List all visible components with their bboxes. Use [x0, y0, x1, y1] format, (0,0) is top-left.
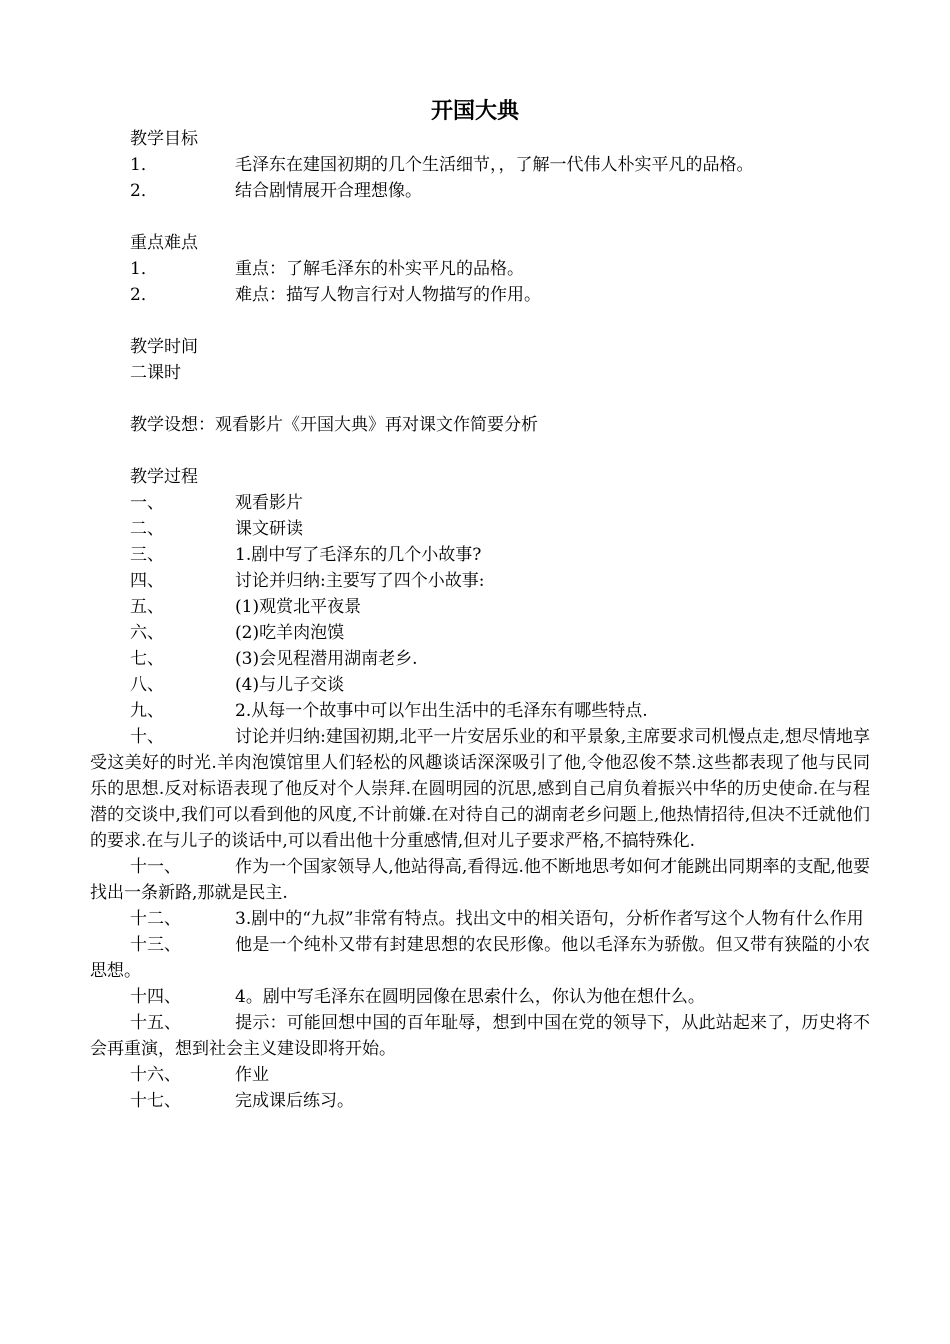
process-item: 一、 观看影片 [130, 493, 303, 513]
process-paragraph: 十七、 完成课后练习。 [130, 1091, 354, 1111]
process-paragraph: 十三、 他是一个纯朴又带有封建思想的农民形像。他以毛泽东为骄傲。但又带有狭隘的小农思想。 [90, 935, 870, 981]
keypoint-item: 2． 难点：描写人物言行对人物描写的作用。 [130, 285, 541, 305]
objective-item: 2． 结合剧情展开合理想像。 [130, 181, 422, 201]
page-title: 开国大典 [430, 99, 519, 124]
document-body [90, 126, 870, 1114]
process-item: 二、 课文研读 [130, 519, 303, 539]
time-heading: 教学时间 [130, 337, 198, 357]
process-heading: 教学过程 [130, 467, 198, 487]
objectives-heading: 教学目标 [130, 129, 198, 149]
process-paragraph: 十六、 作业 [130, 1065, 269, 1085]
process-item: 七、 (3)会见程潜用湖南老乡. [130, 649, 418, 669]
process-paragraph: 十一、 作为一个国家领导人,他站得高,看得远.他不断地思考如何才能跳出同期率的支配,他要找出一条新路,那就是民主. [90, 857, 870, 903]
process-paragraph: 十、 讨论并归纳:建国初期,北平一片安居乐业的和平景象,主席要求司机慢点走,想尽情地享受这美好的时光.羊肉泡馍馆里人们轻松的风趣谈话深深吸引了他,令他忍俊不禁.这些都表现了他与民同乐的思想.反对标语表现了他反对个人崇拜.在圆明园的沉思,感到自己肩负着振兴中华的历史使命.在与程潜的交谈中,我们可以看到他的风度,不计前嫌.在对待自己的湖南老乡问题上,他热情招待,但决不迁就他们的要求.在与儿子的谈话中,可以看出他十分重感情,但对儿子要求严格,不搞特殊化. [90, 727, 870, 851]
process-item: 五、 (1)观赏北平夜景 [130, 597, 362, 617]
process-item: 六、 (2)吃羊肉泡馍 [130, 623, 345, 643]
process-paragraph: 十四、 4。剧中写毛泽东在圆明园像在思索什么，你认为他在想什么。 [130, 987, 705, 1007]
time-value: 二课时 [130, 363, 181, 383]
keypoint-item: 1． 重点：了解毛泽东的朴实平凡的品格。 [130, 259, 524, 279]
design-line: 教学设想：观看影片《开国大典》再对课文作简要分析 [130, 415, 538, 435]
process-item: 九、 2.从每一个故事中可以乍出生活中的毛泽东有哪些特点. [130, 701, 648, 721]
process-item: 四、 讨论并归纳:主要写了四个小故事: [130, 571, 485, 591]
process-paragraph: 十二、 3.剧中的“九叔”非常有特点。找出文中的相关语句，分析作者写这个人物有什么作用 [130, 909, 864, 929]
process-paragraph: 十五、 提示：可能回想中国的百年耻辱，想到中国在党的领导下，从此站起来了，历史将不会再重演，想到社会主义建设即将开始。 [90, 1013, 870, 1059]
process-item: 八、 (4)与儿子交谈 [130, 675, 345, 695]
process-item: 三、 1.剧中写了毛泽东的几个小故事? [130, 545, 482, 565]
objective-item: 1． 毛泽东在建国初期的几个生活细节，，了解一代伟人朴实平凡的品格。 [130, 155, 754, 175]
keypoints-heading: 重点难点 [130, 233, 198, 253]
